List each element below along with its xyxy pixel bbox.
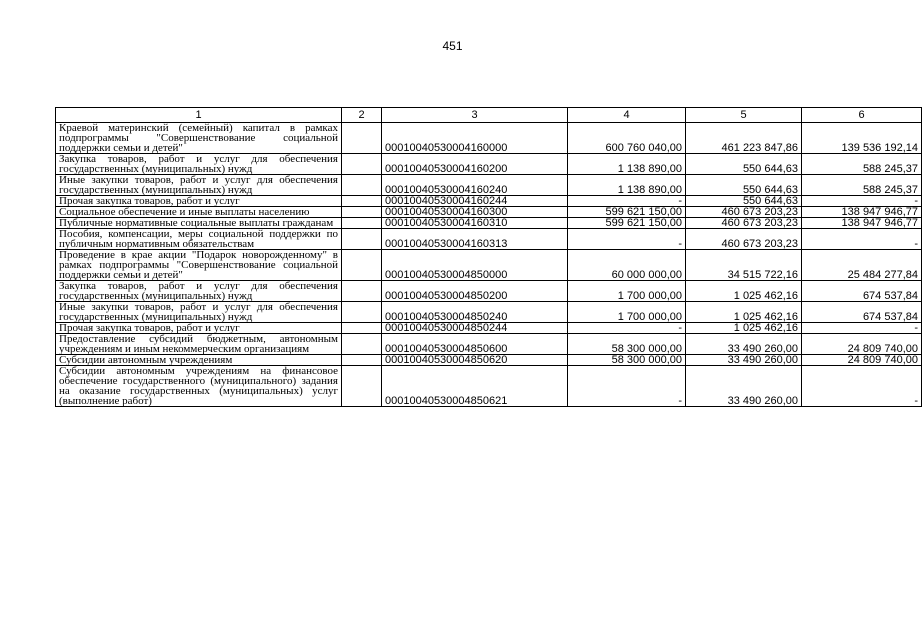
row-col2: [342, 355, 382, 366]
table-row: [56, 175, 922, 196]
row-name: Субсидии автономным учреждениям на финансовое обеспечение государственного (муниципального) задания на оказание государственных (муниципальных) услуг (выполнение работ): [56, 366, 342, 407]
row-col2: [342, 196, 382, 207]
row-amount-6: 24 809 740,00: [802, 334, 922, 355]
row-name: Публичные нормативные социальные выплаты гражданам: [56, 218, 342, 229]
row-amount-4: 1 138 890,00: [568, 175, 686, 196]
row-code: 00010040530004850620: [382, 355, 568, 366]
column-header-3: 3: [382, 108, 568, 123]
row-amount-6: -: [802, 323, 922, 334]
row-amount-4: -: [568, 323, 686, 334]
row-col2: [342, 175, 382, 196]
row-amount-5: 1 025 462,16: [686, 281, 802, 302]
row-name: Социальное обеспечение и иные выплаты населению: [56, 207, 342, 218]
row-amount-4: 600 760 040,00: [568, 123, 686, 154]
row-amount-6: -: [802, 229, 922, 250]
table-row: [56, 366, 922, 407]
row-amount-5: 1 025 462,16: [686, 302, 802, 323]
row-amount-4: 1 700 000,00: [568, 281, 686, 302]
row-amount-6: 24 809 740,00: [802, 355, 922, 366]
column-header-6: 6: [802, 108, 922, 123]
row-name: Субсидии автономным учреждениям: [56, 355, 342, 366]
row-amount-5: 33 490 260,00: [686, 366, 802, 407]
row-code: 00010040530004160310: [382, 218, 568, 229]
table-row: [56, 334, 922, 355]
row-col2: [342, 334, 382, 355]
row-name: Проведение в крае акции "Подарок новорожденному" в рамках подпрограммы "Совершенствование социальной поддержки семьи и детей": [56, 250, 342, 281]
row-name: Иные закупки товаров, работ и услуг для обеспечения государственных (муниципальных) нужд: [56, 302, 342, 323]
row-col2: [342, 250, 382, 281]
table-row: [56, 218, 922, 229]
row-amount-5: 33 490 260,00: [686, 334, 802, 355]
row-amount-5: 460 673 203,23: [686, 229, 802, 250]
row-code: 00010040530004160244: [382, 196, 568, 207]
column-header-1: 1: [56, 108, 342, 123]
row-amount-5: 461 223 847,86: [686, 123, 802, 154]
row-col2: [342, 154, 382, 175]
table-header-row: [56, 108, 922, 123]
row-code: 00010040530004160313: [382, 229, 568, 250]
row-amount-6: 588 245,37: [802, 175, 922, 196]
row-name: Краевой материнский (семейный) капитал в рамках подпрограммы "Совершенствование социальной поддержки семьи и детей": [56, 123, 342, 154]
table-row: [56, 123, 922, 154]
row-amount-4: 1 700 000,00: [568, 302, 686, 323]
table-row: [56, 250, 922, 281]
row-name: Иные закупки товаров, работ и услуг для обеспечения государственных (муниципальных) нужд: [56, 175, 342, 196]
table-row: [56, 281, 922, 302]
row-code: 00010040530004160200: [382, 154, 568, 175]
table-row: [56, 302, 922, 323]
row-name: Предоставление субсидий бюджетным, автономным учреждениям и иным некоммерческим организациям: [56, 334, 342, 355]
row-amount-4: 599 621 150,00: [568, 207, 686, 218]
row-amount-6: 674 537,84: [802, 281, 922, 302]
row-amount-6: 138 947 946,77: [802, 218, 922, 229]
row-amount-5: 34 515 722,16: [686, 250, 802, 281]
row-amount-4: 58 300 000,00: [568, 334, 686, 355]
row-amount-5: 550 644,63: [686, 175, 802, 196]
row-col2: [342, 229, 382, 250]
table-row: [56, 323, 922, 334]
row-amount-4: -: [568, 196, 686, 207]
row-amount-4: 60 000 000,00: [568, 250, 686, 281]
row-amount-6: 588 245,37: [802, 154, 922, 175]
row-code: 00010040530004160240: [382, 175, 568, 196]
row-name: Закупка товаров, работ и услуг для обеспечения государственных (муниципальных) нужд: [56, 154, 342, 175]
budget-table: [55, 107, 922, 407]
page-number: 451: [442, 39, 463, 53]
row-code: 00010040530004850600: [382, 334, 568, 355]
table-row: [56, 207, 922, 218]
row-col2: [342, 218, 382, 229]
row-amount-5: 33 490 260,00: [686, 355, 802, 366]
row-amount-4: 58 300 000,00: [568, 355, 686, 366]
row-code: 00010040530004850621: [382, 366, 568, 407]
row-amount-4: -: [568, 229, 686, 250]
column-header-2: 2: [342, 108, 382, 123]
row-amount-5: 550 644,63: [686, 154, 802, 175]
row-code: 00010040530004850200: [382, 281, 568, 302]
row-code: 00010040530004850244: [382, 323, 568, 334]
row-amount-6: -: [802, 366, 922, 407]
row-col2: [342, 366, 382, 407]
row-code: 00010040530004850000: [382, 250, 568, 281]
table-row: [56, 355, 922, 366]
row-amount-6: 674 537,84: [802, 302, 922, 323]
row-col2: [342, 323, 382, 334]
table-row: [56, 154, 922, 175]
row-name: Пособия, компенсации, меры социальной поддержки по публичным нормативным обязательствам: [56, 229, 342, 250]
row-amount-6: 139 536 192,14: [802, 123, 922, 154]
row-amount-5: 460 673 203,23: [686, 218, 802, 229]
row-col2: [342, 281, 382, 302]
row-col2: [342, 302, 382, 323]
row-amount-4: 599 621 150,00: [568, 218, 686, 229]
row-name: Закупка товаров, работ и услуг для обеспечения государственных (муниципальных) нужд: [56, 281, 342, 302]
column-header-4: 4: [568, 108, 686, 123]
row-amount-5: 1 025 462,16: [686, 323, 802, 334]
row-amount-4: 1 138 890,00: [568, 154, 686, 175]
row-name: Прочая закупка товаров, работ и услуг: [56, 196, 342, 207]
table-body: [56, 123, 922, 407]
row-amount-4: -: [568, 366, 686, 407]
column-header-5: 5: [686, 108, 802, 123]
table-row: [56, 196, 922, 207]
row-name: Прочая закупка товаров, работ и услуг: [56, 323, 342, 334]
row-code: 00010040530004160000: [382, 123, 568, 154]
row-col2: [342, 207, 382, 218]
table-row: [56, 229, 922, 250]
row-amount-5: 550 644,63: [686, 196, 802, 207]
row-amount-6: -: [802, 196, 922, 207]
row-amount-5: 460 673 203,23: [686, 207, 802, 218]
row-amount-6: 138 947 946,77: [802, 207, 922, 218]
row-col2: [342, 123, 382, 154]
row-code: 00010040530004160300: [382, 207, 568, 218]
row-code: 00010040530004850240: [382, 302, 568, 323]
row-amount-6: 25 484 277,84: [802, 250, 922, 281]
